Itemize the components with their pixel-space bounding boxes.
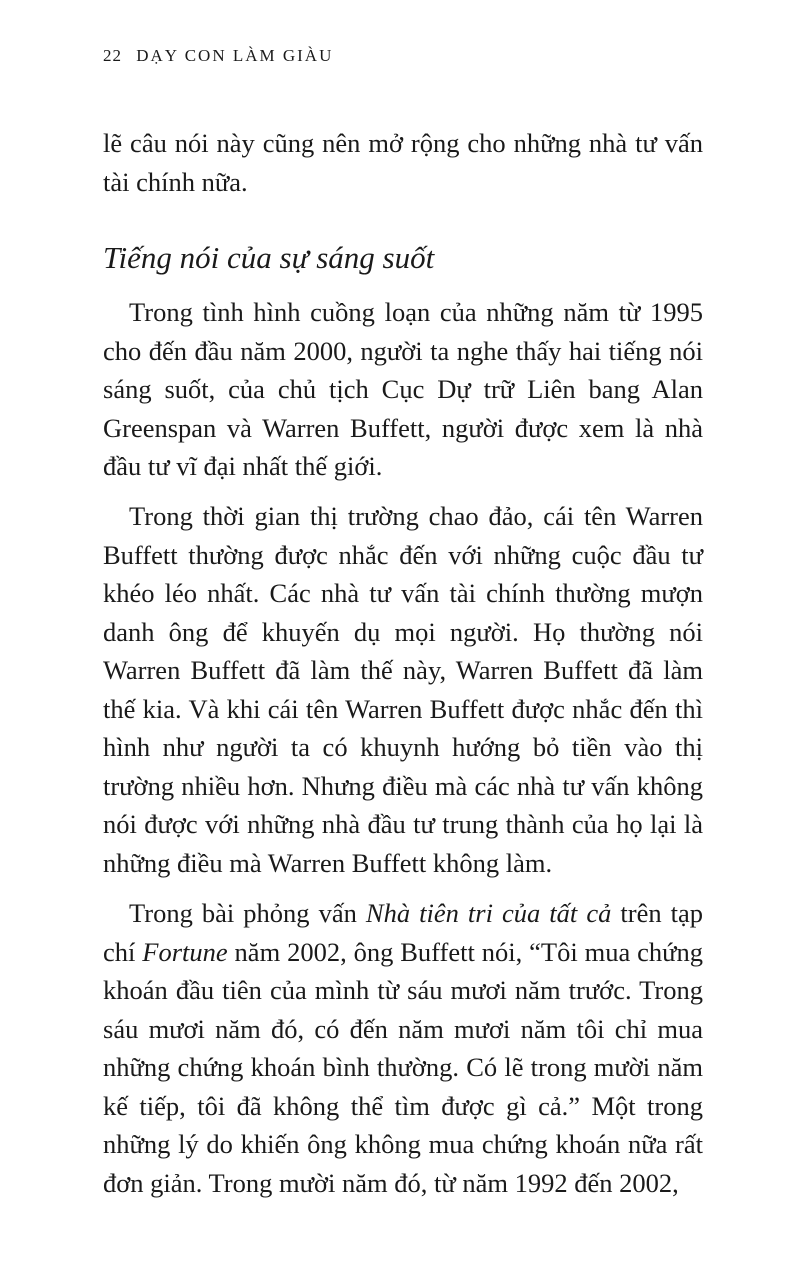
section-heading: Tiếng nói của sự sáng suốt bbox=[103, 240, 435, 275]
interview-title: Nhà tiên tri của tất cả bbox=[365, 898, 612, 928]
paragraph-2-text: Trong thời gian thị trường chao đảo, cái tên Warren Buffett thường được nhắc đến với những cuộc đầu tư khéo léo nhất. Các nhà tư vấn tài chính thường mượn danh ông để khuyến dụ mọi người. Họ thường nói Warren Buffett đã làm thế này, Warren Buffett đã làm thế kia. Và khi cái tên Warren Buffett được nhắc đến thì hình như người ta có khuynh hướng bỏ tiền vào thị trường nhiều hơn. Nhưng điều mà các nhà tư vấn không nói được với những nhà đầu tư trung thành của họ lại là những điều mà Warren Buffett không làm. bbox=[103, 501, 703, 878]
paragraph-3-part-c: năm 2002, ông Buffett nói, “Tôi mua chứng khoán đầu tiên của mình từ sáu mươi năm trước. Trong sáu mươi năm đó, có đến năm mươi năm tôi chỉ mua những chứng khoán bình thường. Có lẽ trong mười năm kế tiếp, tôi đã không thể tìm được gì cả.” Một trong những lý do khiến ông không mua chứng khoán nữa rất đơn giản. Trong mười năm đó, từ năm 1992 đến 2002, bbox=[103, 936, 703, 1198]
paragraph-1-text: Trong tình hình cuồng loạn của những năm từ 1995 cho đến đầu năm 2000, người ta nghe thấy hai tiếng nói sáng suốt, của chủ tịch Cục Dự trữ Liên bang Alan Greenspan và Warren Buffett, người được xem là nhà đầu tư vĩ đại nhất thế giới. bbox=[103, 297, 703, 481]
paragraph-2 bbox=[103, 497, 703, 882]
page-number: 22 bbox=[103, 46, 122, 65]
paragraph-3-part-b: trên tạp chí bbox=[103, 898, 704, 967]
paragraph-3 bbox=[103, 894, 703, 1202]
paragraph-3-part-a: Trong bài phỏng vấn bbox=[129, 898, 366, 928]
magazine-name: Fortune bbox=[142, 936, 228, 967]
intro-text: lẽ câu nói này cũng nên mở rộng cho những nhà tư vấn tài chính nữa. bbox=[103, 128, 703, 197]
intro-paragraph bbox=[103, 124, 703, 201]
paragraph-1 bbox=[103, 293, 703, 486]
running-header bbox=[103, 46, 333, 66]
paragraph-3-text bbox=[103, 894, 703, 1202]
book-title: DẠY CON LÀM GIÀU bbox=[136, 46, 334, 65]
